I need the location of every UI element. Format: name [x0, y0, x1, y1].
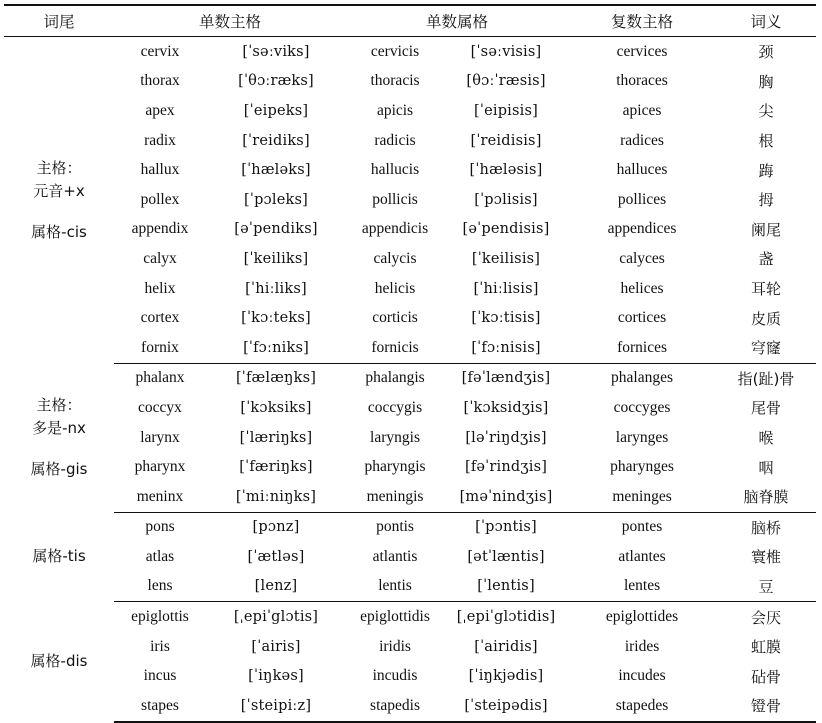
cell-nominative-pronunciation: [ˈθɔːræks]: [238, 73, 314, 90]
cell-genitive-pronunciation: [ˈpɔlisis]: [474, 191, 538, 208]
cell-genitive-singular: calycis: [373, 249, 417, 267]
cell-nominative-singular: larynx: [140, 428, 180, 446]
cell-genitive-singular: appendicis: [361, 220, 429, 238]
cell-nominative-pronunciation: [pɔnz]: [252, 519, 300, 536]
cell-meaning: 脑桥: [751, 518, 782, 537]
cell-nominative-plural: lentes: [568, 572, 716, 602]
cell-nominative-pronunciation: [ˌepiˈglɔtis]: [233, 609, 319, 626]
table-row: [4, 572, 816, 602]
header-nominative-singular: 单数主格: [114, 5, 346, 37]
cell-genitive-singular: incudis: [372, 667, 418, 685]
cell-nominative-singular: incus: [143, 667, 177, 685]
table-row: [4, 452, 816, 482]
cell-genitive-singular: meningis: [346, 482, 444, 512]
table-row: [4, 661, 816, 691]
cell-meaning: 穹窿: [716, 333, 816, 363]
cell-nominative-pronunciation: [lenz]: [206, 572, 346, 602]
cell-genitive-singular: corticis: [372, 309, 418, 327]
table-row: [4, 185, 816, 215]
cell-nominative-pronunciation: [ˈlæriŋks]: [239, 429, 313, 446]
cell-nominative-plural: calyces: [619, 249, 665, 267]
header-ending: 词尾: [4, 5, 114, 37]
cell-genitive-pronunciation: [ˈeipisis]: [474, 102, 538, 119]
table-group: [4, 37, 816, 364]
cell-nominative-pronunciation: [ˈfæriŋks]: [239, 459, 313, 476]
cell-meaning: 皮质: [751, 309, 782, 328]
cell-nominative-pronunciation: [ˈhiːliks]: [245, 280, 307, 297]
cell-meaning: 喉: [758, 429, 774, 448]
table-row: [4, 512, 816, 542]
cell-meaning: 镫骨: [716, 691, 816, 722]
group-ending-label: [4, 512, 114, 602]
cell-nominative-singular: epiglottis: [131, 608, 189, 626]
cell-meaning: 咽: [758, 458, 774, 477]
table-group: [4, 602, 816, 722]
cell-nominative-pronunciation: [ˈætləs]: [247, 548, 305, 565]
cell-meaning: 尾骨: [751, 399, 782, 418]
table-row: [4, 423, 816, 453]
cell-nominative-pronunciation: [ˈkɔːteks]: [241, 310, 311, 327]
cell-meaning: 根: [758, 132, 774, 151]
cell-nominative-pronunciation: [ˈsəːviks]: [242, 43, 310, 60]
cell-nominative-pronunciation: [ˈfɔːniks]: [206, 333, 346, 363]
cell-nominative-plural: pontes: [621, 518, 663, 536]
cell-nominative-plural: phalanges: [611, 369, 674, 387]
cell-nominative-singular: atlas: [145, 547, 175, 565]
group-ending-label: [4, 37, 114, 364]
cell-nominative-singular: lens: [114, 572, 206, 602]
cell-nominative-pronunciation: [ˈfælæŋks]: [235, 370, 317, 387]
cell-nominative-singular: calyx: [143, 249, 177, 267]
header-meaning: 词义: [716, 5, 816, 37]
cell-nominative-plural: helices: [620, 279, 664, 297]
cell-genitive-pronunciation: [ˈreidisis]: [470, 132, 542, 149]
table-row: [4, 96, 816, 126]
cell-nominative-singular: helix: [144, 279, 176, 297]
cell-nominative-pronunciation: [ˈreidiks]: [242, 132, 310, 149]
table-row: [4, 602, 816, 632]
cell-meaning: 阑尾: [751, 220, 782, 239]
cell-nominative-singular: appendix: [131, 220, 189, 238]
header-genitive-singular: 单数属格: [346, 5, 568, 37]
cell-genitive-pronunciation: [əˈpendisis]: [462, 221, 550, 238]
cell-meaning: 胸: [758, 72, 774, 91]
group-label-line: 主格：: [36, 158, 82, 177]
table-row: [4, 274, 816, 304]
group-label-line: 多是-nx: [32, 419, 86, 438]
cell-nominative-plural: thoraces: [616, 72, 668, 90]
cell-meaning: 颈: [758, 43, 774, 62]
cell-genitive-singular: atlantis: [372, 547, 418, 565]
cell-genitive-pronunciation: [fəˈrindʒis]: [464, 459, 548, 476]
cell-nominative-singular: coccyx: [138, 398, 182, 416]
group-label-line: 属格-tis: [32, 547, 86, 566]
cell-nominative-pronunciation: [ˈeipeks]: [243, 102, 309, 119]
cell-genitive-singular: laryngis: [370, 428, 420, 446]
group-label-line: [4, 440, 114, 458]
cell-genitive-pronunciation: [məˈnindʒis]: [444, 482, 568, 512]
cell-genitive-pronunciation: [θɔːˈræsis]: [466, 73, 546, 90]
cell-nominative-plural: coccyges: [613, 398, 671, 416]
header-nominative-plural: 复数主格: [568, 5, 716, 37]
cell-genitive-singular: hallucis: [370, 161, 420, 179]
group-ending-label: [4, 363, 114, 512]
table-row: [4, 244, 816, 274]
cell-nominative-pronunciation: [ˈpɔleks]: [244, 191, 308, 208]
cell-meaning: 指(趾)骨: [737, 369, 795, 388]
cell-nominative-singular: cortex: [140, 309, 180, 327]
group-label-line: 属格-dis: [30, 652, 88, 671]
cell-meaning: 踇: [758, 161, 774, 180]
cell-nominative-plural: appendices: [607, 220, 677, 238]
cell-genitive-pronunciation: [ˈsəːvisis]: [470, 43, 542, 60]
cell-nominative-plural: pharynges: [610, 458, 674, 476]
cell-genitive-pronunciation: [ləˈriŋdʒis]: [465, 429, 547, 446]
cell-genitive-pronunciation: [ˈlentis]: [444, 572, 568, 602]
cell-genitive-singular: cervicis: [370, 42, 420, 60]
cell-meaning: 耳轮: [751, 280, 782, 299]
table-row: [4, 632, 816, 662]
cell-genitive-pronunciation: [ˈkeilisis]: [471, 250, 541, 267]
group-label-line: 主格：: [36, 396, 82, 415]
table-row: [4, 482, 816, 512]
cell-meaning: 脑脊膜: [716, 482, 816, 512]
group-label-line: 元音+x: [33, 181, 85, 200]
cell-genitive-singular: coccygis: [367, 398, 423, 416]
table-group: [4, 512, 816, 602]
cell-nominative-singular: phalanx: [135, 369, 185, 387]
cell-genitive-pronunciation: [ˈpɔntis]: [475, 519, 537, 536]
cell-meaning: 豆: [716, 572, 816, 602]
cell-nominative-singular: pollex: [140, 190, 180, 208]
cell-nominative-pronunciation: [ˈkeiliks]: [243, 250, 309, 267]
cell-nominative-singular: meninx: [114, 482, 206, 512]
cell-nominative-pronunciation: [ˈkɔksiks]: [240, 399, 312, 416]
cell-genitive-pronunciation: [ˈkɔksidʒis]: [463, 399, 549, 416]
header-row: [4, 5, 816, 37]
cell-genitive-pronunciation: [ˈiŋkjədis]: [468, 668, 544, 685]
cell-genitive-pronunciation: [ˈhiːlisis]: [473, 280, 539, 297]
cell-nominative-plural: meninges: [568, 482, 716, 512]
cell-nominative-pronunciation: [ˈiŋkəs]: [248, 668, 304, 685]
table-row: [4, 393, 816, 423]
cell-nominative-singular: cervix: [140, 42, 180, 60]
cell-genitive-singular: apicis: [376, 101, 414, 119]
cell-genitive-pronunciation: [ˈhæləsis]: [469, 162, 543, 179]
cell-nominative-plural: epiglottides: [605, 608, 679, 626]
cell-nominative-plural: apices: [622, 101, 662, 119]
cell-genitive-singular: pharyngis: [364, 458, 426, 476]
cell-nominative-singular: pons: [145, 518, 175, 536]
cell-nominative-plural: radices: [620, 131, 664, 149]
cell-genitive-singular: thoracis: [370, 72, 420, 90]
cell-nominative-plural: irides: [624, 637, 660, 655]
table-row: [4, 333, 816, 363]
table-row: [4, 542, 816, 572]
cell-meaning: 砧骨: [751, 667, 782, 686]
cell-nominative-plural: incudes: [618, 667, 666, 685]
cell-nominative-plural: larynges: [615, 428, 669, 446]
cell-nominative-pronunciation: [əˈpendiks]: [234, 221, 318, 238]
cell-nominative-plural: stapedes: [568, 691, 716, 722]
cell-nominative-singular: apex: [145, 101, 175, 119]
cell-genitive-pronunciation: [ˈfɔːnisis]: [444, 333, 568, 363]
table-row: [4, 215, 816, 245]
group-label-line: 属格-cis: [31, 222, 87, 241]
cell-genitive-pronunciation: [ˈkɔːtisis]: [471, 310, 541, 327]
table-row: [4, 126, 816, 156]
cell-genitive-singular: iridis: [379, 637, 411, 655]
cell-genitive-singular: lentis: [346, 572, 444, 602]
cell-genitive-singular: pollicis: [372, 190, 418, 208]
cell-genitive-pronunciation: [ˌepiˈglɔtidis]: [456, 609, 556, 626]
cell-nominative-plural: cervices: [616, 42, 668, 60]
cell-meaning: 拇: [758, 191, 774, 210]
cell-nominative-plural: atlantes: [618, 547, 666, 565]
table-row: [4, 155, 816, 185]
cell-genitive-pronunciation: [fəˈlændʒis]: [461, 370, 551, 387]
cell-meaning: 会厌: [751, 608, 782, 627]
cell-genitive-singular: epiglottidis: [360, 608, 430, 626]
cell-genitive-singular: helicis: [374, 279, 416, 297]
cell-nominative-singular: hallux: [140, 161, 180, 179]
cell-nominative-singular: radix: [144, 131, 176, 149]
cell-genitive-singular: stapedis: [346, 691, 444, 722]
table-group: [4, 363, 816, 512]
group-label-line: 属格-gis: [30, 460, 88, 479]
cell-meaning: 盏: [758, 250, 774, 269]
cell-nominative-plural: fornices: [568, 333, 716, 363]
cell-nominative-plural: halluces: [616, 161, 668, 179]
table-row: [4, 691, 816, 722]
declension-table: [4, 4, 816, 723]
group-ending-label: [4, 602, 114, 722]
cell-meaning: 尖: [758, 102, 774, 121]
cell-genitive-singular: radicis: [374, 131, 416, 149]
cell-genitive-singular: fornicis: [346, 333, 444, 363]
table-row: [4, 37, 816, 67]
cell-nominative-singular: thorax: [140, 72, 180, 90]
cell-nominative-pronunciation: [ˈairis]: [251, 638, 301, 655]
cell-genitive-pronunciation: [ˈsteipədis]: [444, 691, 568, 722]
table-row: [4, 67, 816, 97]
cell-genitive-singular: pontis: [376, 518, 414, 536]
cell-nominative-singular: stapes: [114, 691, 206, 722]
cell-meaning: 虹膜: [751, 638, 782, 657]
cell-genitive-pronunciation: [ətˈlæntis]: [467, 548, 545, 565]
cell-nominative-singular: fornix: [114, 333, 206, 363]
cell-nominative-pronunciation: [ˈsteipiːz]: [206, 691, 346, 722]
table-row: [4, 303, 816, 333]
group-label-line: [4, 203, 114, 221]
cell-nominative-singular: iris: [150, 637, 170, 655]
table-row: [4, 363, 816, 393]
cell-genitive-pronunciation: [ˈairidis]: [474, 638, 538, 655]
cell-nominative-singular: pharynx: [134, 458, 186, 476]
cell-genitive-singular: phalangis: [365, 369, 425, 387]
table-header: [4, 5, 816, 37]
cell-nominative-pronunciation: [ˈhæləks]: [241, 162, 311, 179]
cell-nominative-plural: pollices: [617, 190, 667, 208]
cell-meaning: 寰椎: [751, 548, 782, 567]
cell-nominative-pronunciation: [ˈmiːniŋks]: [206, 482, 346, 512]
cell-nominative-plural: cortices: [617, 309, 667, 327]
